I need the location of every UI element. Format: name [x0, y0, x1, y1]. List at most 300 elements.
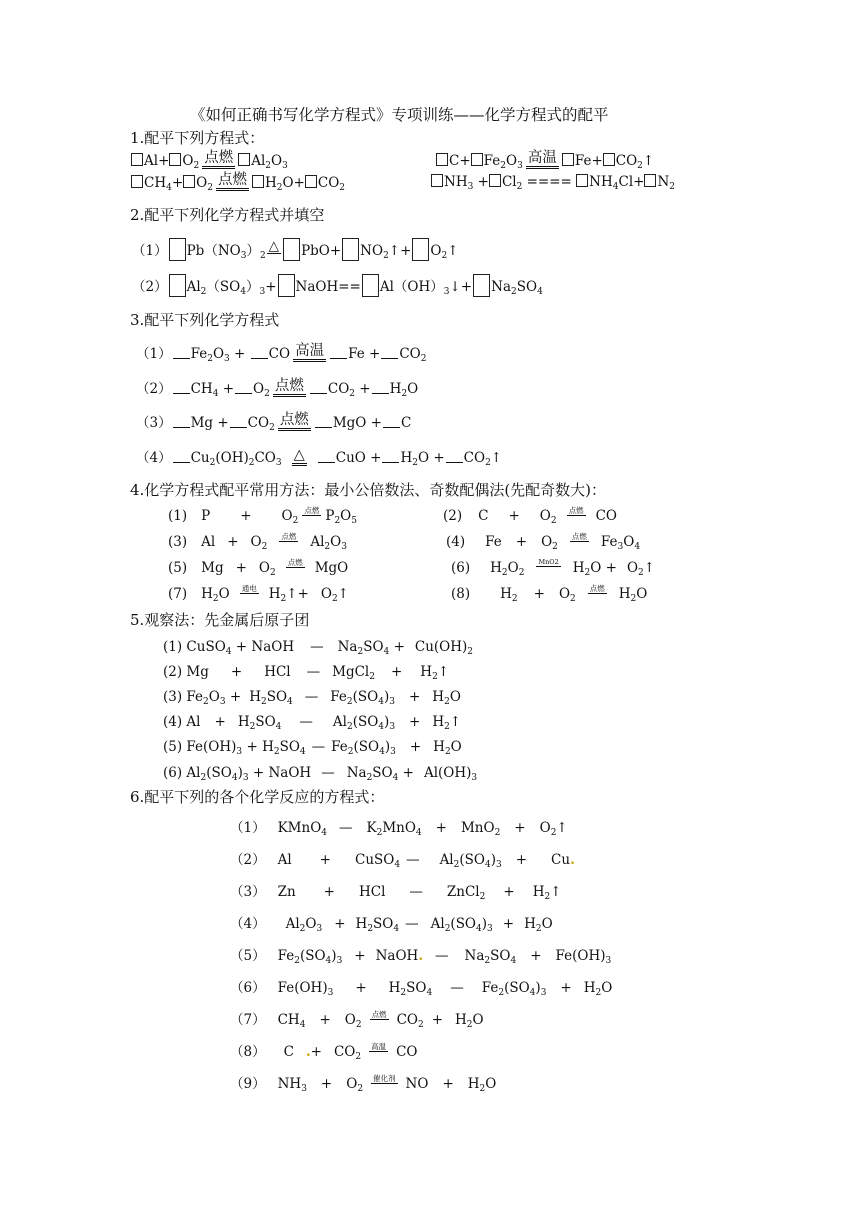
reaction-condition: 高温	[527, 150, 557, 166]
subscript: 2	[346, 697, 353, 707]
subscript: 2	[412, 458, 418, 468]
coefficient-box[interactable]	[131, 153, 143, 166]
formula-text: CH	[190, 381, 213, 397]
subscript: 2	[207, 183, 213, 193]
formula-text: Al	[277, 852, 292, 868]
formula-text: O	[450, 739, 462, 755]
subscript: 3	[517, 161, 523, 171]
reaction-condition: 点燃	[287, 558, 303, 567]
coefficient-blank[interactable]	[383, 413, 400, 428]
reaction-condition: 点燃	[274, 378, 304, 394]
formula-text: +	[502, 916, 515, 932]
subscript: 2	[259, 251, 266, 261]
formula-text: +	[514, 820, 526, 836]
subscript: 2	[367, 924, 374, 934]
formula-text: Al	[332, 714, 347, 730]
formula-text: H	[249, 689, 261, 705]
formula-text: MnO	[460, 820, 495, 836]
subscript: 4	[287, 697, 293, 707]
subscript: 2	[203, 697, 209, 707]
subscript: 3	[495, 860, 502, 870]
formula-text: (6)	[163, 765, 183, 781]
reaction-condition: 高温	[295, 343, 325, 359]
coefficient-box[interactable]	[183, 175, 195, 188]
formula-text: C	[283, 1044, 294, 1060]
reaction-condition: 点燃	[304, 506, 320, 515]
coefficient-box[interactable]	[603, 153, 615, 166]
subscript: 2	[570, 594, 576, 604]
subscript: 4	[510, 956, 517, 966]
coefficient-box[interactable]	[283, 238, 300, 261]
coefficient-box[interactable]	[278, 274, 295, 297]
subscript: 3	[316, 924, 323, 934]
s4-equation-4	[446, 532, 640, 552]
formula-text: Fe +	[348, 346, 381, 362]
formula-text: +	[171, 175, 184, 191]
formula-text: P	[325, 508, 335, 524]
formula-text: )	[490, 852, 496, 868]
subscript: 4	[378, 722, 385, 732]
coefficient-box[interactable]	[489, 174, 501, 187]
subscript: 2	[366, 773, 373, 783]
formula-text: MnO	[382, 820, 416, 836]
formula-text: O	[196, 175, 208, 191]
coefficient-box[interactable]	[471, 153, 483, 166]
formula-text: Fe(OH)	[186, 739, 237, 755]
formula-text: O	[407, 381, 419, 397]
formula-text: O	[472, 1012, 484, 1028]
formula-text: N	[657, 174, 670, 190]
subscript: 4	[394, 860, 401, 870]
subscript: 2	[466, 1020, 473, 1030]
formula-text: H	[490, 560, 502, 576]
subscript: 2	[376, 828, 383, 838]
reaction-condition: 点燃	[589, 584, 605, 593]
reaction-condition: 点燃	[568, 506, 584, 515]
subscript: 4	[393, 924, 400, 934]
formula-text: +	[435, 820, 447, 836]
formula-text: H	[583, 980, 596, 996]
subscript: 4	[529, 988, 536, 998]
subscript: 2	[264, 389, 270, 399]
formula-text: NH	[444, 174, 468, 190]
formula-text: C	[400, 415, 412, 431]
formula-text: Cu(OH)	[414, 639, 468, 655]
subscript: 2	[516, 182, 523, 192]
s3-equation-4	[136, 447, 502, 468]
subscript: 2	[518, 568, 525, 578]
formula-text: （1）	[230, 820, 266, 836]
subscript: 2	[550, 516, 557, 526]
formula-text: Cl+	[618, 174, 645, 190]
formula-text: +	[214, 714, 226, 730]
formula-text: H	[618, 586, 631, 602]
formula-text: +	[225, 689, 242, 705]
formula-text: Fe	[481, 980, 499, 996]
formula-text: Fe+	[574, 153, 603, 169]
formula-text: H	[432, 689, 445, 705]
formula-text: K	[366, 820, 377, 836]
section-2-heading: 2.配平下列化学方程式并填空	[130, 206, 325, 224]
subscript: 2	[357, 1084, 364, 1094]
formula-text: H	[237, 714, 250, 730]
subscript: 3	[259, 287, 266, 297]
formula-text: H	[455, 1012, 467, 1028]
subscript: 2	[261, 542, 268, 552]
coefficient-blank[interactable]	[235, 379, 252, 394]
reaction-condition: 高温	[371, 1042, 387, 1051]
coefficient-blank[interactable]	[310, 379, 327, 394]
formula-text: CO	[254, 450, 276, 466]
formula-text: CO	[396, 1012, 418, 1028]
subscript: 3	[275, 458, 282, 468]
subscript: 2	[417, 1020, 424, 1030]
subscript: 3	[540, 988, 547, 998]
subscript: 2	[498, 988, 505, 998]
s4-equation-8	[451, 584, 647, 604]
subscript: 4	[392, 773, 399, 783]
formula-text: +	[230, 664, 243, 680]
subscript: 2	[269, 423, 275, 433]
coefficient-box[interactable]	[562, 153, 574, 166]
formula-text: +	[390, 664, 403, 680]
subscript: 4	[321, 828, 327, 838]
subscript: 3	[240, 251, 247, 261]
formula-text: H	[262, 739, 274, 755]
coefficient-blank[interactable]	[382, 448, 399, 463]
formula-text: （SO	[206, 279, 241, 295]
subscript: 2	[209, 458, 216, 468]
subscript: 2	[511, 594, 518, 604]
formula-text: O	[258, 560, 270, 576]
subscript: 4	[379, 747, 385, 757]
formula-text: （2）	[136, 381, 172, 397]
subscript: 4	[415, 828, 422, 838]
coefficient-blank[interactable]	[372, 379, 389, 394]
formula-text: ZnCl	[446, 884, 480, 900]
formula-text: ↓+	[449, 279, 473, 295]
formula-text: (3)	[163, 689, 183, 705]
subscript: 2	[200, 287, 207, 297]
coefficient-blank[interactable]	[173, 448, 190, 463]
subscript: 4	[325, 956, 332, 966]
formula-text: ↑	[447, 243, 459, 259]
subscript: 2	[292, 516, 299, 526]
formula-text: （6）	[230, 980, 266, 996]
coefficient-blank[interactable]	[381, 344, 398, 359]
formula-text: Cu	[190, 450, 210, 466]
formula-text: H	[532, 884, 545, 900]
formula-text: (7)	[168, 586, 188, 602]
coefficient-box[interactable]	[576, 174, 588, 187]
coefficient-blank[interactable]	[230, 413, 247, 428]
coefficient-blank[interactable]	[173, 344, 190, 359]
formula-text: + NaOH	[248, 765, 312, 781]
coefficient-box[interactable]	[169, 274, 186, 297]
formula-text: H	[420, 664, 433, 680]
subscript: 2	[347, 747, 354, 757]
formula-text: O	[305, 916, 317, 932]
subscript: 3	[471, 773, 478, 783]
formula-text: CO	[595, 508, 617, 524]
s3-equation-2	[136, 378, 418, 399]
subscript: 4	[426, 988, 433, 998]
formula-text: Al	[186, 765, 201, 781]
formula-text: CO	[396, 1044, 418, 1060]
subscript: 3	[443, 287, 450, 297]
coefficient-blank[interactable]	[173, 413, 190, 428]
formula-text: PbO+	[301, 243, 342, 259]
formula-text: O	[218, 586, 230, 602]
formula-text: Cu	[551, 852, 571, 868]
formula-text: +	[473, 174, 489, 190]
formula-text: —	[310, 639, 324, 655]
formula-text: H	[388, 980, 401, 996]
page-title: 《如何正确书写化学方程式》专项训练——化学方程式的配平	[190, 106, 609, 124]
s1-equation-2	[436, 150, 654, 171]
subscript: 2	[501, 568, 508, 578]
subscript: 4	[240, 287, 246, 297]
formula-text: +	[320, 1076, 333, 1092]
formula-text: NaOH	[375, 948, 419, 964]
formula-text: +	[409, 739, 422, 755]
subscript: 3	[301, 1084, 307, 1094]
formula-text: +	[323, 884, 335, 900]
coefficient-box[interactable]	[252, 175, 264, 188]
subscript: 2	[595, 988, 602, 998]
formula-text: SO	[266, 689, 288, 705]
formula-text: O+	[282, 175, 305, 191]
formula-text: CuO +	[335, 450, 382, 466]
formula-text: +	[389, 639, 405, 655]
formula-text: (3)	[168, 534, 188, 550]
formula-text: O +	[417, 450, 445, 466]
formula-text: +	[515, 534, 528, 550]
formula-text: —	[321, 765, 335, 781]
formula-text: H	[500, 586, 512, 602]
s5-equation-5	[163, 737, 462, 757]
formula-text: —	[311, 739, 326, 755]
formula-text: H	[355, 916, 368, 932]
subscript: 4	[537, 287, 543, 297]
subscript: 4	[484, 860, 491, 870]
coefficient-box[interactable]	[169, 153, 181, 166]
subscript: 2	[299, 924, 306, 934]
subscript: 2	[669, 182, 676, 192]
formula-text: Fe	[331, 739, 348, 755]
subscript: 3	[327, 988, 334, 998]
formula-text: CH	[277, 1012, 300, 1028]
formula-text: H	[201, 586, 213, 602]
s6-equation-9	[230, 1074, 496, 1094]
formula-text: +	[503, 884, 515, 900]
formula-text: O	[558, 586, 571, 602]
subscript: 2	[324, 542, 331, 552]
s1-equation-4	[431, 172, 675, 192]
formula-text: —	[409, 884, 423, 900]
formula-text: +	[354, 948, 366, 964]
formula-text: Al	[310, 534, 325, 550]
subscript: 4	[378, 697, 384, 707]
formula-text: （3）	[230, 884, 266, 900]
formula-text: CO	[399, 346, 421, 362]
subscript: 4	[225, 647, 232, 657]
formula-text: CO	[333, 1044, 356, 1060]
subscript: 2	[479, 892, 486, 902]
subscript: 3	[617, 542, 624, 552]
formula-text: O	[253, 381, 265, 397]
subscript: 4	[231, 773, 238, 783]
formula-text: (1)	[168, 508, 188, 524]
formula-text: +	[408, 689, 421, 705]
coefficient-box[interactable]	[431, 174, 443, 187]
formula-text: Al(OH)	[423, 765, 472, 781]
reaction-condition: 点燃	[571, 532, 587, 541]
formula-text: O	[507, 560, 519, 576]
formula-text: O	[623, 534, 635, 550]
formula-text: SO	[255, 714, 276, 730]
formula-text: SO	[516, 279, 538, 295]
formula-text: +	[319, 1012, 331, 1028]
formula-text: O	[636, 586, 648, 602]
formula-text: H	[572, 560, 585, 576]
formula-text: ↑	[337, 586, 349, 602]
subscript: 2	[193, 161, 200, 171]
s3-equation-3	[136, 412, 411, 433]
formula-text: +	[508, 508, 520, 524]
coefficient-box[interactable]	[238, 153, 250, 166]
formula-text: (4)	[163, 714, 183, 730]
coefficient-blank[interactable]	[315, 413, 332, 428]
formula-text: （2）	[132, 279, 168, 295]
formula-text: (SO	[353, 739, 380, 755]
formula-text: +	[240, 508, 252, 524]
formula-text: +	[319, 852, 331, 868]
coefficient-box[interactable]	[131, 175, 143, 188]
formula-text: NaOH==	[295, 279, 361, 295]
formula-text: —	[299, 714, 313, 730]
formula-text: ↑+	[388, 243, 412, 259]
formula-text: +	[442, 1076, 454, 1092]
formula-text: Na	[464, 948, 485, 964]
subscript: 3	[336, 956, 343, 966]
formula-text: ↑	[490, 450, 503, 466]
section-3-heading: 3.配平下列化学方程式	[130, 311, 280, 329]
formula-text: CO	[268, 346, 291, 362]
formula-text: )	[384, 714, 390, 730]
formula-text: +	[398, 765, 414, 781]
coefficient-box[interactable]	[436, 153, 448, 166]
subscript: 3	[236, 747, 243, 757]
formula-text: +	[229, 346, 250, 362]
formula-text: （1）	[136, 346, 172, 362]
coefficient-box[interactable]	[305, 175, 317, 188]
coefficient-box[interactable]	[169, 238, 186, 261]
coefficient-blank[interactable]	[251, 344, 268, 359]
formula-text: Fe	[330, 689, 347, 705]
formula-text: +	[560, 980, 572, 996]
formula-text: Na	[346, 765, 367, 781]
formula-text: O +	[590, 560, 617, 576]
formula-text: Al	[201, 534, 216, 550]
coefficient-blank[interactable]	[173, 379, 190, 394]
subscript: 2	[444, 697, 450, 707]
subscript: 2	[355, 1020, 362, 1030]
formula-text: —	[405, 916, 419, 932]
formula-text: C+	[449, 153, 471, 169]
formula-text: （1）	[132, 243, 168, 259]
s1-equation-1	[131, 150, 288, 171]
formula-text: H	[389, 381, 402, 397]
subscript: 2	[200, 773, 207, 783]
coefficient-box[interactable]	[412, 238, 429, 261]
formula-text: Al	[251, 153, 266, 169]
formula-text: O	[539, 508, 551, 524]
formula-text: H	[264, 175, 277, 191]
section-1-heading: 1.配平下列方程式：	[130, 129, 265, 147]
formula-text: (4)	[446, 534, 466, 550]
subscript: 2	[276, 183, 283, 193]
formula-text: O	[485, 1076, 497, 1092]
subscript: 2	[453, 860, 460, 870]
formula-text: NH	[589, 174, 613, 190]
formula-text: )	[237, 765, 243, 781]
subscript: 2	[432, 672, 438, 682]
formula-text: ↑	[550, 884, 562, 900]
formula-text: ↑	[556, 820, 568, 836]
formula-text: (8)	[451, 586, 471, 602]
subscript: 2	[401, 389, 408, 399]
formula-text: Fe	[600, 534, 618, 550]
subscript: 2	[400, 988, 407, 998]
subscript: 2	[273, 747, 280, 757]
formula-text: Al+	[144, 153, 170, 169]
formula-text: ↑	[643, 560, 656, 576]
formula-text: H	[467, 1076, 480, 1092]
formula-text: —	[339, 820, 353, 836]
formula-text: O	[271, 153, 283, 169]
formula-text: (6)	[451, 560, 471, 576]
coefficient-box[interactable]	[342, 238, 359, 261]
reaction-condition: 点燃	[204, 150, 234, 166]
formula-text: H	[400, 450, 413, 466]
coefficient-blank[interactable]	[446, 448, 463, 463]
coefficient-box[interactable]	[644, 174, 656, 187]
subscript: 5	[351, 516, 357, 526]
coefficient-box[interactable]	[473, 274, 490, 297]
formula-text: ）	[246, 243, 260, 259]
formula-text: +	[355, 980, 367, 996]
coefficient-blank[interactable]	[330, 344, 347, 359]
formula-text: —	[450, 980, 464, 996]
coefficient-blank[interactable]	[318, 448, 335, 463]
subscript: 3	[282, 161, 288, 171]
subscript: 2	[249, 722, 256, 732]
coefficient-box[interactable]	[362, 274, 379, 297]
formula-text: (SO	[504, 980, 530, 996]
subscript: 3	[605, 956, 612, 966]
formula-text: (2)	[163, 664, 183, 680]
s4-equation-5	[168, 558, 348, 578]
subscript: 4	[299, 1020, 306, 1030]
subscript: 2	[269, 568, 276, 578]
subscript: 3	[389, 722, 396, 732]
formula-text: (SO	[459, 852, 485, 868]
subscript: 4	[476, 924, 482, 934]
s5-equation-4	[163, 712, 461, 732]
formula-text: +	[227, 534, 239, 550]
s5-equation-2	[163, 662, 449, 682]
